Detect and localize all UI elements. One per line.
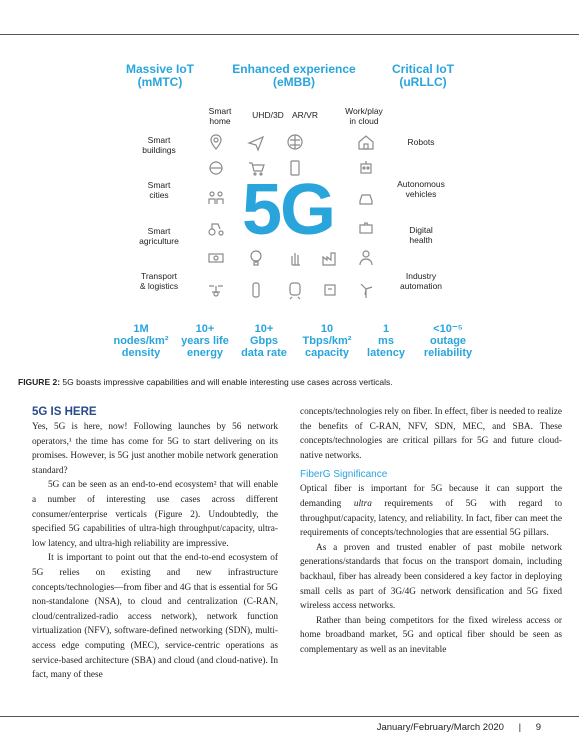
column-label-work-play: Work/play in cloud xyxy=(345,106,383,126)
article-left-column xyxy=(32,405,278,683)
header-massive-iot: Massive IoT (mMTC) xyxy=(125,62,195,89)
section-heading: 5G IS HERE xyxy=(32,406,97,418)
row-label-smart-buildings: Smart buildings xyxy=(142,135,176,155)
paragraph: Rather than being competitors for the fixed wireless access or home broadband market, 5G and optical fiber should be seen as complementary as well as an inevitable xyxy=(300,615,562,655)
paragraph: 5G can be seen as an end-to-end ecosystem² that will enable a number of interesting use cases across different consumer/enterprise verticals (Figure 2). Undoubtedly, the specified 5G capabilities of ultra-high throughput/capacity, ultra-low latency, and ultra-high reliability are impressive. xyxy=(32,480,278,549)
row-label-transport-logistics: Transport & logistics xyxy=(139,271,179,291)
camera-icon xyxy=(356,218,376,238)
row-label-smart-cities: Smart cities xyxy=(147,180,171,200)
top-rule xyxy=(0,34,579,35)
stat-data-rate: 10+ Gbps data rate xyxy=(241,323,287,359)
row-label-robots: Robots xyxy=(407,137,435,147)
footer-separator: | xyxy=(518,722,522,733)
factory-icon xyxy=(320,248,340,268)
house-icon xyxy=(356,132,376,152)
paragraph: It is important to point out that the end-to-end ecosystem of 5G relies on existing and new infrastructure concepts/technologies—from fiber and 4G that is essential for 5G non-standalone (NSA), to cloud and centralization (C-RAN, cloud/centralized-radio access network), network function virtualization (NFV), software-defined networking (SDN), multi-access edge computing (MEC), service-centric operations as service-based architecture (SBA) and cloud (and cloud-native). In fact, many of these xyxy=(32,553,278,681)
brain-icon xyxy=(285,132,305,152)
car-icon xyxy=(356,188,376,208)
stat-density: 1M nodes/km² density xyxy=(113,323,169,359)
drone-icon xyxy=(206,280,226,300)
issue-date: January/February/March 2020 xyxy=(376,722,504,733)
airplane-icon xyxy=(246,132,266,152)
row-label-autonomous-vehicles: Autonomous vehicles xyxy=(397,179,445,199)
row-label-digital-health: Digital health xyxy=(409,225,433,245)
stat-latency: 1 ms latency xyxy=(367,323,405,359)
industrial-robot-icon xyxy=(320,280,340,300)
caption-label: FIGURE 2: xyxy=(18,377,61,387)
paragraph: As a proven and trusted enabler of past mobile network generations/standards that focus on the transport domain, including backhaul, fiber has already been considered a key factor in deploying small cells as part of 3G/4G network densification and 5G fixed wireless access networks. xyxy=(300,542,562,612)
5g-logo-text: 5G xyxy=(242,170,335,250)
header-critical-iot: Critical IoT (uRLLC) xyxy=(391,62,454,89)
subsection-heading: FiberG Significance xyxy=(300,469,388,481)
paragraph: Yes, 5G is here, now! Following launches by 56 network operators,¹ the time has come for 5G to start delivering on its promises. However, is 5G just another mobile network generation standard? xyxy=(32,422,278,476)
column-label-smart-home: Smart home xyxy=(208,106,232,126)
article-right-column xyxy=(300,405,562,658)
tractor-icon xyxy=(206,218,226,238)
row-label-smart-agriculture: Smart agriculture xyxy=(139,226,179,246)
column-label-ar-vr: AR/VR xyxy=(292,110,318,120)
money-icon xyxy=(206,248,226,268)
stat-capacity: 10 Tbps/km² capacity xyxy=(302,323,352,359)
location-pin-icon xyxy=(206,132,226,152)
paragraph: concepts/technologies rely on fiber. In effect, fiber is needed to realize the benefits of C-RAN, NFV, SDN, MEC, and SBA. These concepts/technologies are critical pillars for 5G and future cloud-native networks. xyxy=(300,407,562,461)
figure-5g-use-cases xyxy=(0,50,579,390)
wind-turbine-icon xyxy=(356,280,376,300)
figure-caption xyxy=(18,377,393,387)
paragraph: Optical fiber is important for 5G because it can support the demanding ultra requirements of 5G with regard to throughput/capacity, latency, and reliability. In fact, fiber can meet the requirements of concepts/technologies that are essential 5G pillars. xyxy=(300,484,562,539)
stat-reliability: <10⁻⁵ outage reliability xyxy=(423,323,473,359)
page-number: 9 xyxy=(535,722,541,733)
column-label-uhd-3d: UHD/3D xyxy=(252,110,284,120)
bottom-rule xyxy=(0,716,579,717)
hand-icon xyxy=(285,248,305,268)
page-footer xyxy=(377,722,541,733)
train-icon xyxy=(285,280,305,300)
helmet-icon xyxy=(206,158,226,178)
sensor-icon xyxy=(246,280,266,300)
people-icon xyxy=(206,188,226,208)
row-label-industry-automation: Industry automation xyxy=(399,271,443,291)
doctor-icon xyxy=(356,248,376,268)
bulb-icon xyxy=(246,248,266,268)
header-enhanced-experience: Enhanced experience (eMBB) xyxy=(232,62,356,89)
caption-text: 5G boasts impressive capabilities and will enable interesting use cases across verticals. xyxy=(60,377,393,387)
stat-energy: 10+ years life energy xyxy=(181,323,229,359)
robot-icon xyxy=(356,158,376,178)
